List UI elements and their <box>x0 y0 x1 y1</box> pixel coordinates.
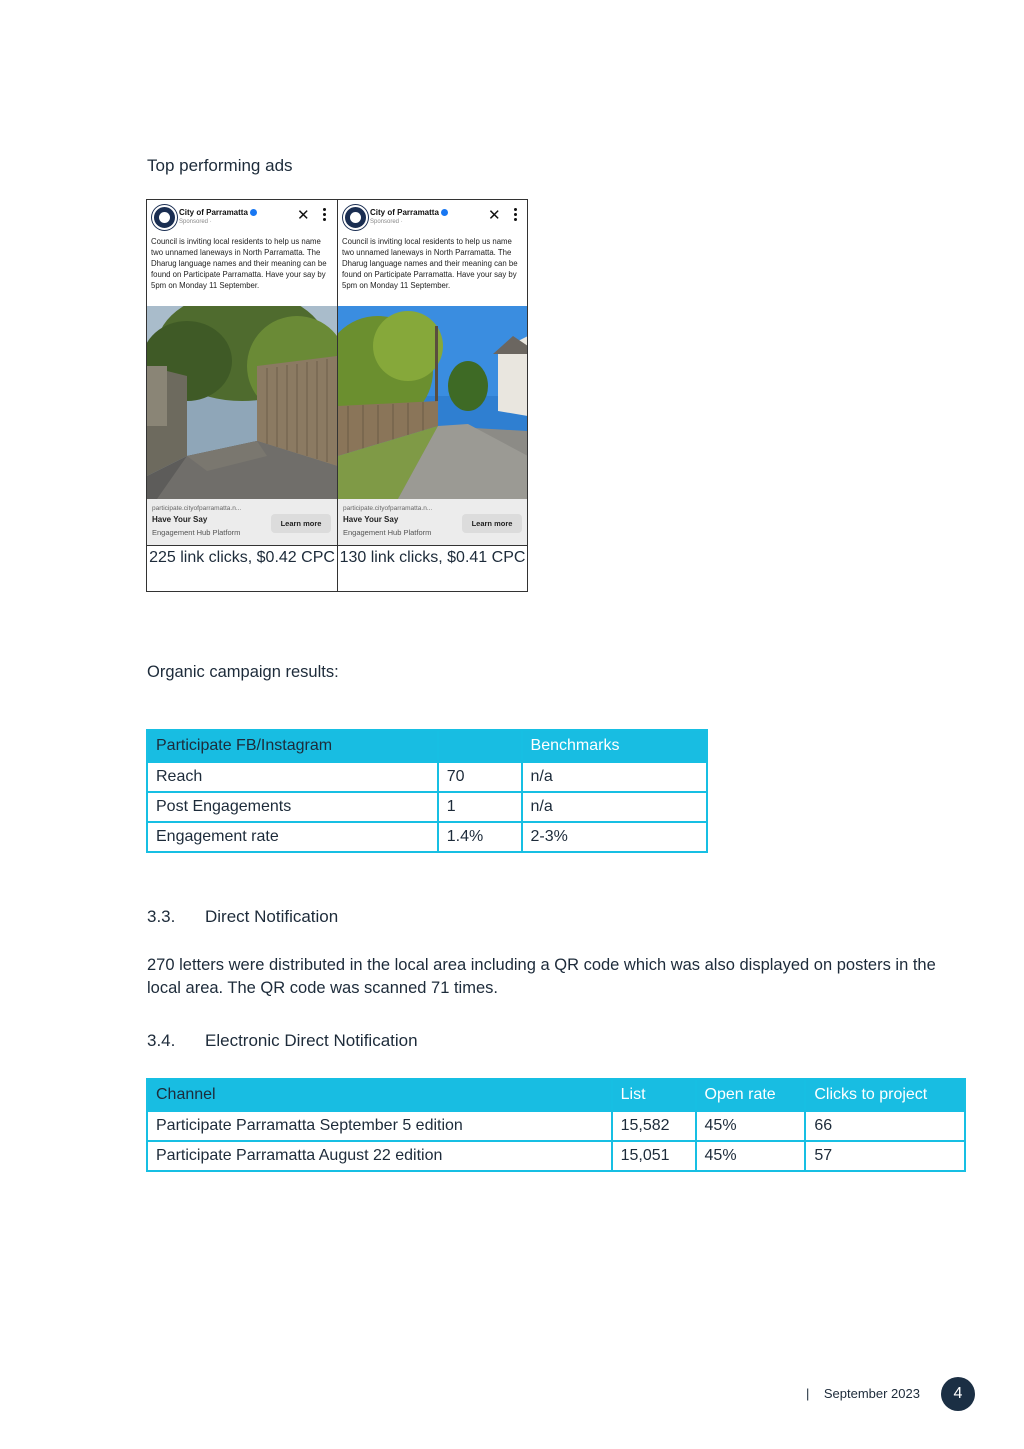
laneway-photo <box>338 306 527 499</box>
table-cell: n/a <box>522 792 707 822</box>
ad-url: participate.cityofparramatta.n... <box>152 505 242 512</box>
column-header: Participate FB/Instagram <box>147 730 438 762</box>
table-cell: 45% <box>696 1111 806 1141</box>
ad-result-caption: 130 link clicks, $0.41 CPC <box>338 545 527 591</box>
ad-subtitle: Engagement Hub Platform <box>152 528 241 537</box>
ad-copy: Council is inviting local residents to help us name two unnamed laneways in North Parramatta. The Dharug language names and their meaning can be found on Participate Parramatta. Have your say by 5pm on Monday 11 September. <box>342 237 518 290</box>
ad-url: participate.cityofparramatta.n... <box>343 505 433 512</box>
ad-header <box>338 200 527 306</box>
organic-intro: Organic campaign results: <box>147 663 339 681</box>
learn-more-button[interactable]: Learn more <box>462 514 522 533</box>
edm-table <box>146 1078 966 1172</box>
table-cell: 1.4% <box>438 822 522 852</box>
close-icon: ✕ <box>488 207 501 224</box>
table-cell: Reach <box>147 762 438 792</box>
learn-more-button[interactable]: Learn more <box>271 514 331 533</box>
ad-card <box>147 200 337 591</box>
table-header-row <box>147 730 707 762</box>
table-row <box>147 1141 965 1171</box>
section-title: Electronic Direct Notification <box>205 1031 418 1050</box>
table-cell: 66 <box>805 1111 965 1141</box>
laneway-photo <box>147 306 337 499</box>
table-cell: Post Engagements <box>147 792 438 822</box>
organic-results-table <box>146 729 708 853</box>
more-options-icon <box>514 208 517 223</box>
section-number: 3.3. <box>147 907 176 926</box>
table-cell: Engagement rate <box>147 822 438 852</box>
table-cell: Participate Parramatta September 5 edition <box>147 1111 612 1141</box>
city-logo-icon <box>152 205 177 230</box>
table-cell: 70 <box>438 762 522 792</box>
column-header: Channel <box>147 1079 612 1111</box>
table-row <box>147 762 707 792</box>
table-row <box>147 822 707 852</box>
ad-title: Have Your Say <box>343 515 399 524</box>
footer-date <box>806 1386 920 1401</box>
ad-title: Have Your Say <box>152 515 208 524</box>
table-cell: 2-3% <box>522 822 707 852</box>
page-number-badge: 4 <box>941 1377 975 1411</box>
sponsored-label: Sponsored · <box>179 219 212 225</box>
table-header-row <box>147 1079 965 1111</box>
table-cell: 1 <box>438 792 522 822</box>
table-cell: 45% <box>696 1141 806 1171</box>
sponsored-label: Sponsored · <box>370 219 403 225</box>
section-number: 3.4. <box>147 1031 176 1050</box>
ad-card <box>337 200 527 591</box>
footer-date-text: September 2023 <box>823 1386 920 1401</box>
ad-copy: Council is inviting local residents to help us name two unnamed laneways in North Parramatta. The Dharug language names and their meaning can be found on Participate Parramatta. Have your say by 5pm on Monday 11 September. <box>151 237 327 290</box>
footer-separator: | <box>806 1386 810 1401</box>
column-header: Benchmarks <box>522 730 707 762</box>
column-header: Open rate <box>696 1079 806 1111</box>
table-cell: 15,051 <box>612 1141 696 1171</box>
column-header: Clicks to project <box>805 1079 965 1111</box>
table-row <box>147 792 707 822</box>
verified-badge-icon <box>250 209 257 216</box>
city-logo-icon <box>343 205 368 230</box>
ad-result-caption: 225 link clicks, $0.42 CPC <box>147 545 337 591</box>
ad-page-name: City of Parramatta <box>179 208 257 217</box>
table-row <box>147 1111 965 1141</box>
section-title: Direct Notification <box>205 907 339 926</box>
more-options-icon <box>323 208 326 223</box>
top-ads-heading: Top performing ads <box>147 156 293 175</box>
direct-notification-paragraph: 270 letters were distributed in the local area including a QR code which was also displayed on posters in the local area. The QR code was scanned 71 times. <box>147 956 936 997</box>
table-cell: Participate Parramatta August 22 edition <box>147 1141 612 1171</box>
ad-subtitle: Engagement Hub Platform <box>343 528 432 537</box>
table-cell: 15,582 <box>612 1111 696 1141</box>
ad-footer <box>147 499 337 545</box>
verified-badge-icon <box>441 209 448 216</box>
column-header <box>438 730 522 762</box>
table-cell: 57 <box>805 1141 965 1171</box>
close-icon: ✕ <box>297 207 310 224</box>
ad-header <box>147 200 337 306</box>
column-header: List <box>612 1079 696 1111</box>
table-cell: n/a <box>522 762 707 792</box>
ad-footer <box>338 499 527 545</box>
ad-page-name: City of Parramatta <box>370 208 448 217</box>
ads-grid <box>146 199 528 592</box>
